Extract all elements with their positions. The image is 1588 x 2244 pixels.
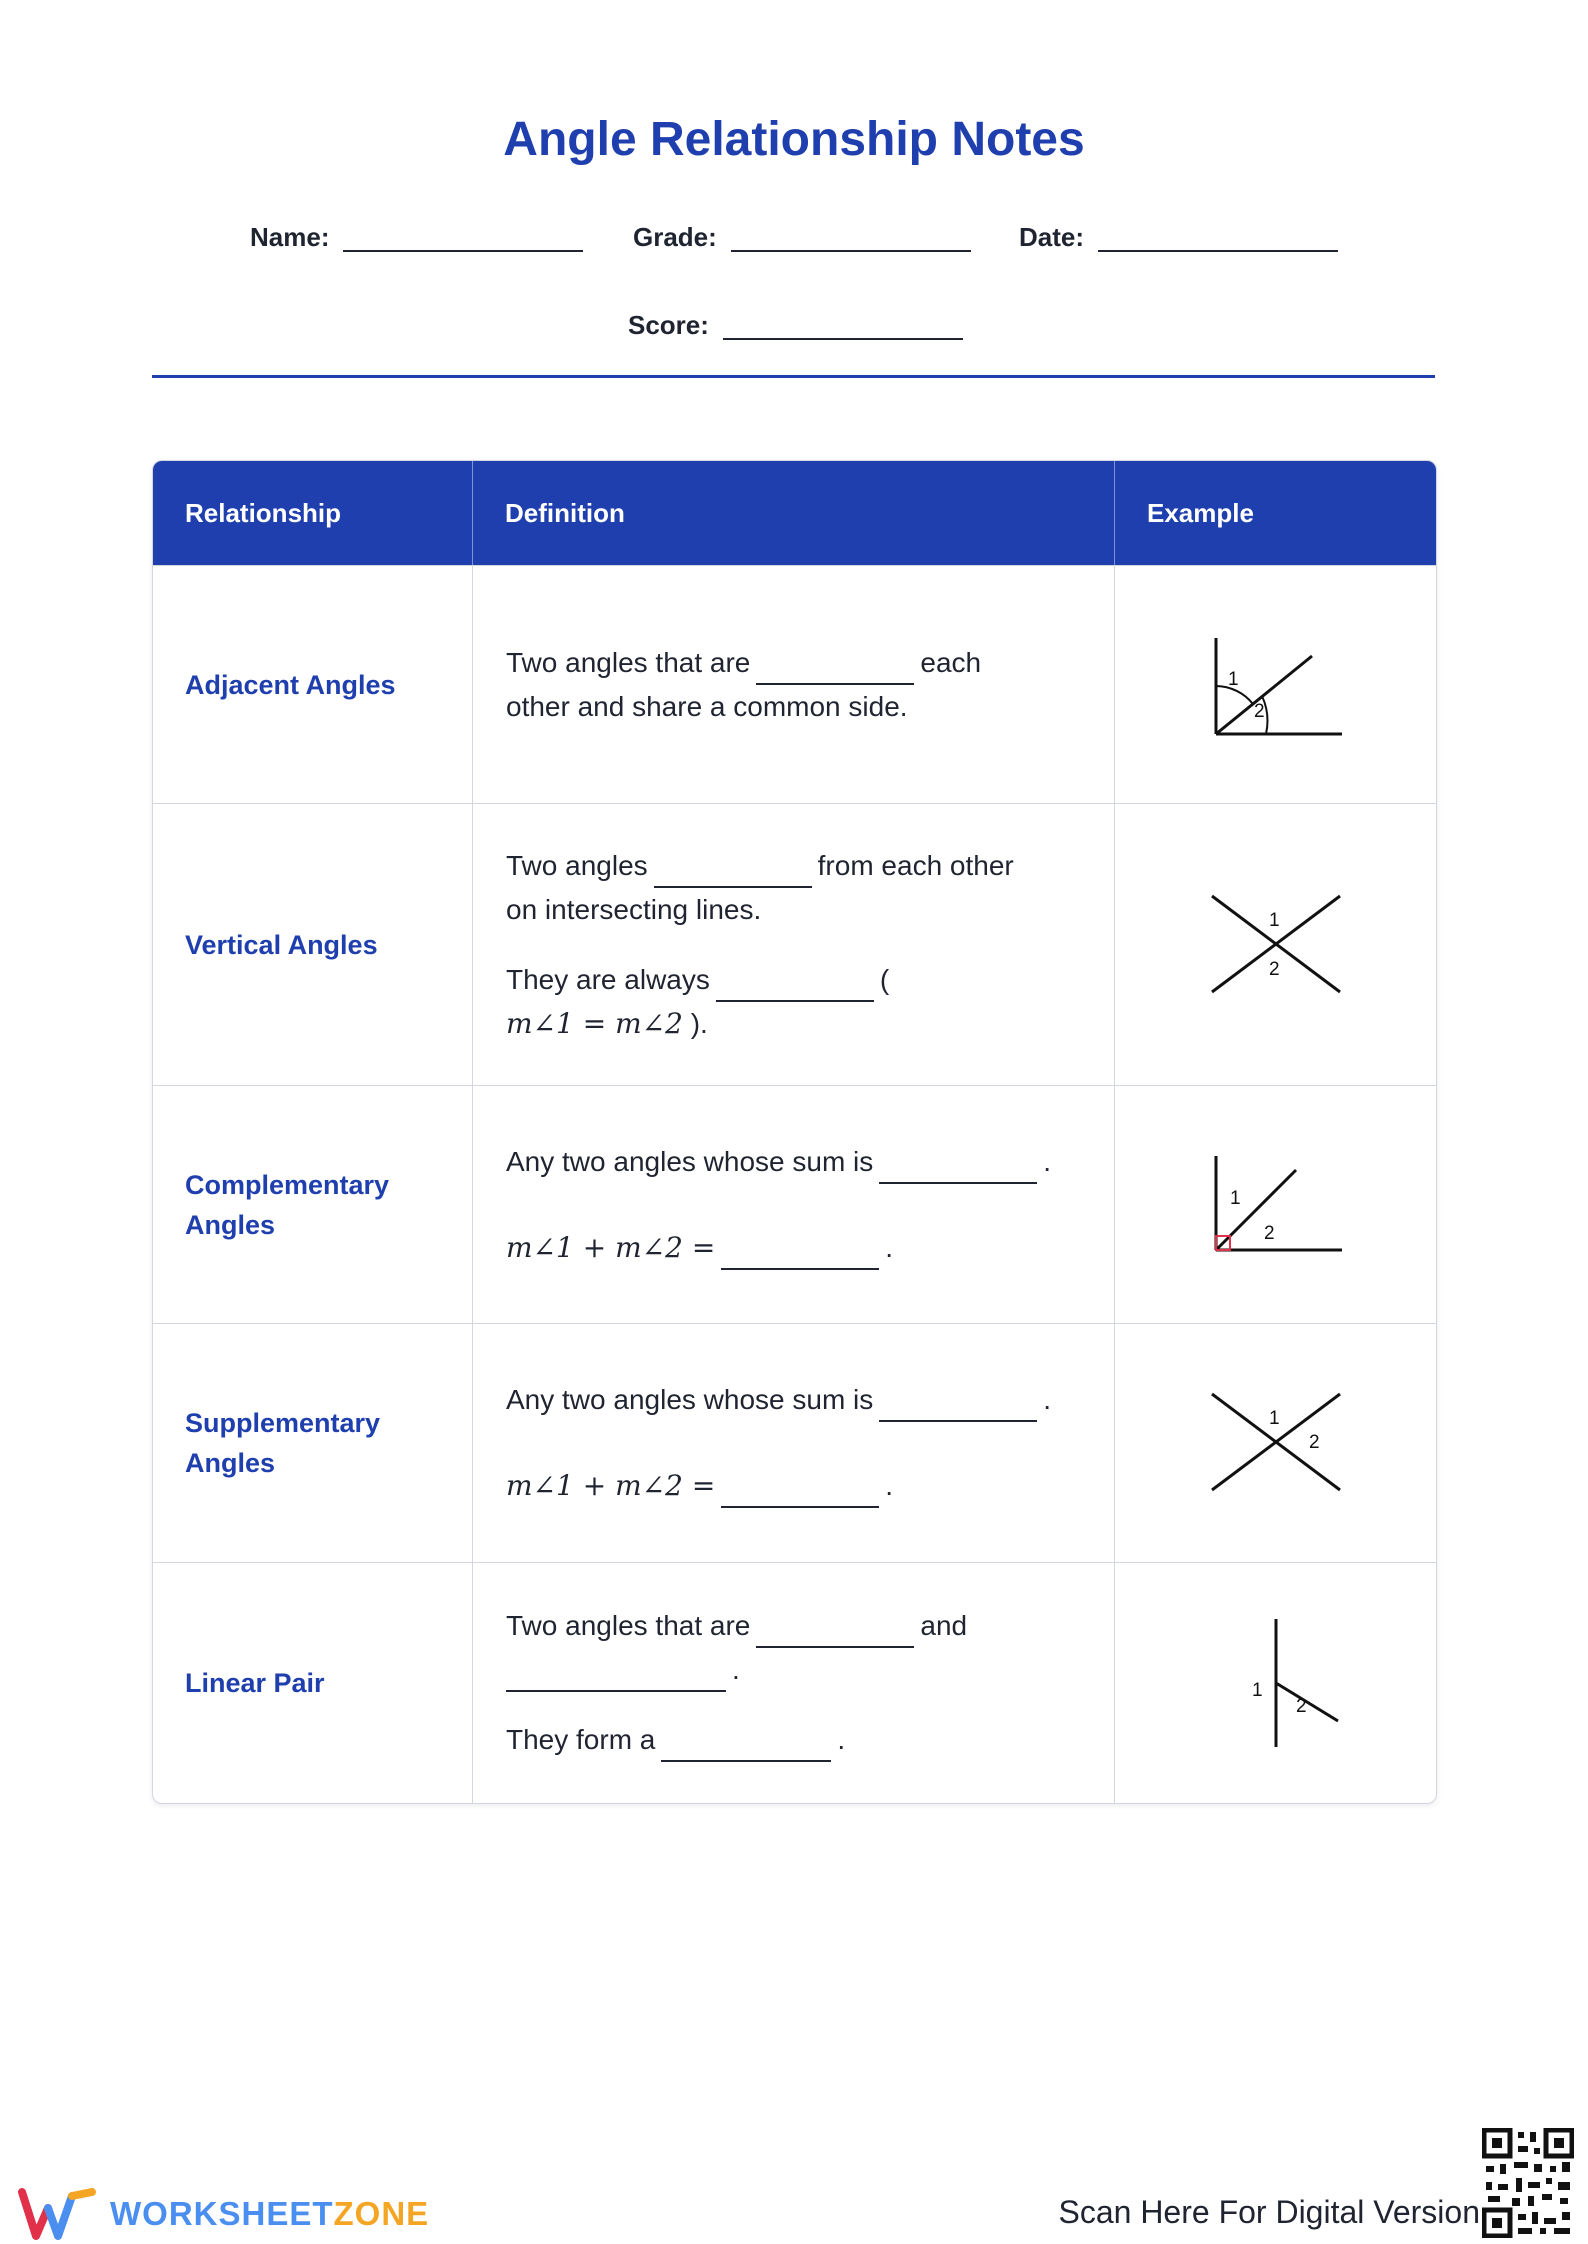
definition-text: . — [837, 1724, 846, 1755]
complementary-angles-diagram — [1206, 1150, 1346, 1260]
example-supplementary — [1115, 1324, 1436, 1562]
logo-text-part2: ZONE — [333, 2195, 430, 2232]
angle-label-1: 1 — [1251, 1680, 1263, 1701]
answer-blank[interactable] — [654, 856, 812, 888]
table-row — [153, 1085, 1436, 1323]
definition-text: each — [920, 646, 982, 678]
angle-label-1: 1 — [1268, 1408, 1280, 1429]
relationship-complementary: Complementary Angles — [153, 1086, 473, 1323]
definition-text: Two angles that are — [506, 646, 751, 678]
logo-text-part1: WORKSHEET — [110, 2195, 334, 2232]
definition-text: Two angles — [506, 849, 648, 881]
angle-label-2: 2 — [1263, 1222, 1275, 1244]
table-row — [153, 803, 1436, 1085]
answer-blank[interactable] — [879, 1390, 1037, 1422]
name-field — [250, 222, 583, 252]
answer-blank[interactable] — [661, 1730, 831, 1762]
header-divider — [152, 375, 1435, 378]
definition-vertical — [473, 804, 1115, 1085]
name-label: Name: — [250, 222, 330, 252]
supplementary-angles-diagram — [1206, 1388, 1346, 1498]
table-row — [153, 1323, 1436, 1562]
angle-label-2: 2 — [1253, 700, 1265, 722]
relationship-linear-pair: Linear Pair — [153, 1563, 473, 1803]
answer-blank[interactable] — [506, 1660, 726, 1692]
table-row — [153, 565, 1436, 803]
header-definition: Definition — [473, 461, 1115, 565]
example-complementary — [1115, 1086, 1436, 1323]
definition-text: . — [885, 1231, 894, 1263]
definition-adjacent — [473, 566, 1115, 803]
example-adjacent — [1115, 566, 1436, 803]
definition-text: and — [920, 1610, 968, 1641]
header-example: Example — [1147, 497, 1254, 528]
angle-label-2: 2 — [1268, 958, 1280, 980]
definition-text: ). — [690, 1007, 708, 1039]
angle-label-2: 2 — [1295, 1696, 1307, 1717]
definition-complementary — [473, 1086, 1115, 1323]
adjacent-angles-diagram — [1206, 630, 1346, 740]
angle-relationship-table — [152, 460, 1437, 1804]
example-vertical — [1115, 804, 1436, 1085]
answer-blank[interactable] — [716, 970, 874, 1002]
definition-text: from each other — [817, 849, 1014, 881]
answer-blank[interactable] — [721, 1238, 879, 1270]
definition-text: They form a — [506, 1724, 656, 1755]
date-label: Date: — [1019, 222, 1085, 252]
angle-label-1: 1 — [1227, 668, 1239, 690]
grade-input-line[interactable] — [731, 224, 971, 252]
math-expression: m∠1 + m∠2 = — [506, 1230, 716, 1264]
angle-label-1: 1 — [1268, 909, 1280, 931]
definition-text: . — [885, 1470, 894, 1501]
worksheetzone-logo-icon — [18, 2186, 98, 2242]
table-row — [153, 1562, 1436, 1803]
qr-code-icon[interactable] — [1482, 2128, 1574, 2238]
answer-blank[interactable] — [756, 1616, 914, 1648]
vertical-angles-diagram — [1206, 890, 1346, 1000]
score-label: Score: — [628, 310, 709, 340]
definition-linear-pair — [473, 1563, 1115, 1803]
angle-label-1: 1 — [1229, 1187, 1241, 1209]
date-input-line[interactable] — [1098, 224, 1338, 252]
definition-text: . — [1043, 1145, 1052, 1177]
math-expression: m∠1 + m∠2 = — [506, 1469, 716, 1502]
definition-text: on intersecting lines. — [506, 893, 762, 925]
answer-blank[interactable] — [721, 1476, 879, 1508]
definition-text: Any two angles whose sum is — [506, 1384, 874, 1415]
answer-blank[interactable] — [756, 653, 914, 685]
relationship-supplementary: Supplementary Angles — [153, 1324, 473, 1562]
grade-label: Grade: — [633, 222, 717, 252]
relationship-adjacent: Adjacent Angles — [153, 566, 473, 803]
relationship-vertical: Vertical Angles — [153, 804, 473, 1085]
angle-label-2: 2 — [1308, 1432, 1320, 1453]
table-header — [153, 461, 1436, 565]
grade-field — [633, 222, 971, 252]
date-field — [1019, 222, 1338, 252]
definition-text: Two angles that are — [506, 1610, 751, 1641]
math-expression: m∠1 = m∠2 — [506, 1006, 683, 1040]
definition-text: Any two angles whose sum is — [506, 1145, 874, 1177]
scan-caption: Scan Here For Digital Version — [1058, 2194, 1480, 2230]
answer-blank[interactable] — [879, 1152, 1037, 1184]
score-field — [628, 310, 963, 340]
definition-text: . — [732, 1654, 740, 1685]
name-input-line[interactable] — [343, 224, 583, 252]
header-relationship: Relationship — [153, 461, 473, 565]
example-linear-pair — [1115, 1563, 1436, 1803]
definition-text: They are always — [506, 963, 710, 995]
page-title: Angle Relationship Notes — [503, 113, 1085, 166]
definition-text: other and share a common side. — [506, 690, 908, 722]
definition-text: ( — [879, 963, 890, 995]
definition-supplementary — [473, 1324, 1115, 1562]
linear-pair-diagram — [1206, 1613, 1346, 1753]
footer-logo — [18, 2186, 429, 2242]
score-input-line[interactable] — [723, 312, 963, 340]
definition-text: . — [1043, 1384, 1052, 1415]
logo-text — [110, 2195, 429, 2233]
